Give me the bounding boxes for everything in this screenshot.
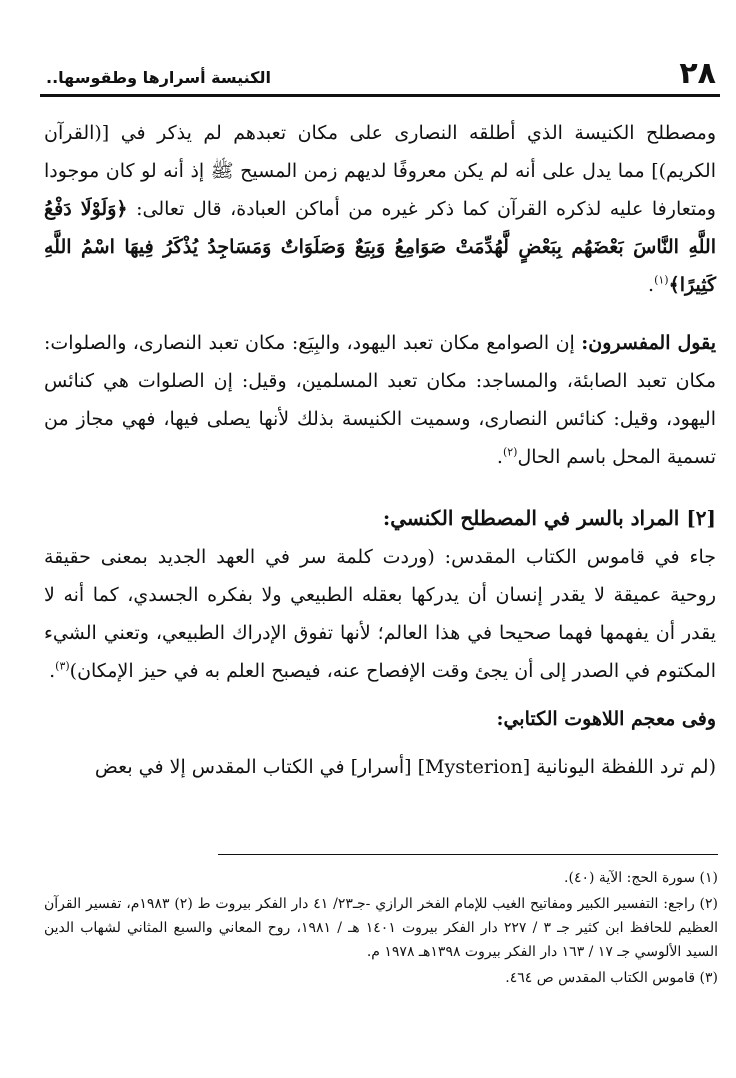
footnote-ref-3: (٣)	[55, 659, 70, 673]
mujam-label: وفى معجم اللاهوت الكتابي:	[496, 708, 716, 730]
mufassirun-end: .	[496, 446, 503, 468]
qamus-end: .	[49, 660, 56, 682]
intro-paragraph	[44, 114, 716, 304]
running-title: الكنيسة أسرارها وطقوسها..	[46, 68, 271, 87]
qamus-paragraph	[44, 538, 716, 690]
footnote-ref-2: (٢)	[502, 445, 518, 459]
intro-end: .	[648, 274, 655, 296]
mujam-text: (لم ترد اللفظة اليونانية [Mysterion] [أسرار] في الكتاب المقدس إلا في بعض	[94, 756, 716, 778]
main-text	[44, 114, 716, 786]
section-heading: [٢] المراد بالسر في المصطلح الكنسي:	[382, 506, 716, 530]
footnote-3: (٣) قاموس الكتاب المقدس ص ٤٦٤.	[505, 970, 718, 986]
footnotes	[44, 866, 718, 992]
intro-text: ومصطلح الكنيسة الذي أطلقه النصارى على مكان تعبدهم لم يذكر في [(القرآن الكريم)] مما يدل على أنه لم يكن معروفًا لديهم زمن المسيح ﷺ إذ أنه لو كان موجودا ومتعارفا عليه لذكره القرآن كما ذكر غيره من أماكن العبادة، قال تعالى:	[44, 122, 716, 220]
page-header	[40, 48, 720, 97]
quran-verse: ﴿وَلَوْلَا دَفْعُ اللَّهِ النَّاسَ بَعْضَهُم بِبَعْضٍ لَّهُدِّمَتْ صَوَامِعُ وَبِيَعٌ وَصَلَوَاتٌ وَمَسَاجِدُ يُذْكَرُ فِيهَا اسْمُ اللَّهِ كَثِيرًا﴾	[44, 198, 716, 296]
mufassirun-text: إن الصوامع مكان تعبد اليهود، والبِيَع: مكان تعبد النصارى، والصلوات: مكان تعبد الصابئة، والمساجد: مكان تعبد المسلمين، وقيل: إن الصلوات هي كنائس اليهود، وقيل: كنائس النصارى، وسميت الكنيسة بذلك لأنها يصلى فيها، فهي مجاز من تسمية المحل باسم الحال	[44, 332, 716, 468]
qamus-text: جاء في قاموس الكتاب المقدس: (وردت كلمة سر في العهد الجديد بمعنى حقيقة روحية عميقة لا يقدر إنسان أن يدركها بعقله الطبيعي ولا بفكره الجسدي، كما أنه لا يقدر أن يفهمها فهما صحيحا في هذا العالم؛ لأنها تفوق الإدراك الطبيعي، وتعني الشيء المكتوم في الصدر إلى أن يجئ وقت الإفصاح عنه، فيصبح العلم به في حيز الإمكان)	[44, 546, 716, 682]
footnote-divider	[218, 854, 718, 855]
mufassirun-paragraph	[44, 324, 716, 476]
footnote-1: (١) سورة الحج: الآية (٤٠).	[564, 870, 718, 886]
book-page	[40, 48, 720, 1058]
footnote-ref-1: (١)	[654, 273, 669, 287]
mufassirun-label: يقول المفسرون:	[581, 332, 717, 354]
page-number: ٢٨	[679, 56, 716, 91]
footnote-2: (٢) راجع: التفسير الكبير ومفاتيح الغيب للإمام الفخر الرازي -جـ٢٣/ ٤١ دار الفكر بيروت ط (٢) ١٩٨٣م، تفسير القرآن العظيم للحافظ ابن كثير جـ ٣ / ٢٢٧ دار الفكر بيروت ١٤٠١ هـ / ١٩٨١، روح المعاني والسبع المثاني لشهاب الدين السيد الألوسي جـ ١٧ / ١٦٣ دار الفكر بيروت ١٣٩٨هـ ١٩٧٨ م.	[44, 896, 718, 960]
